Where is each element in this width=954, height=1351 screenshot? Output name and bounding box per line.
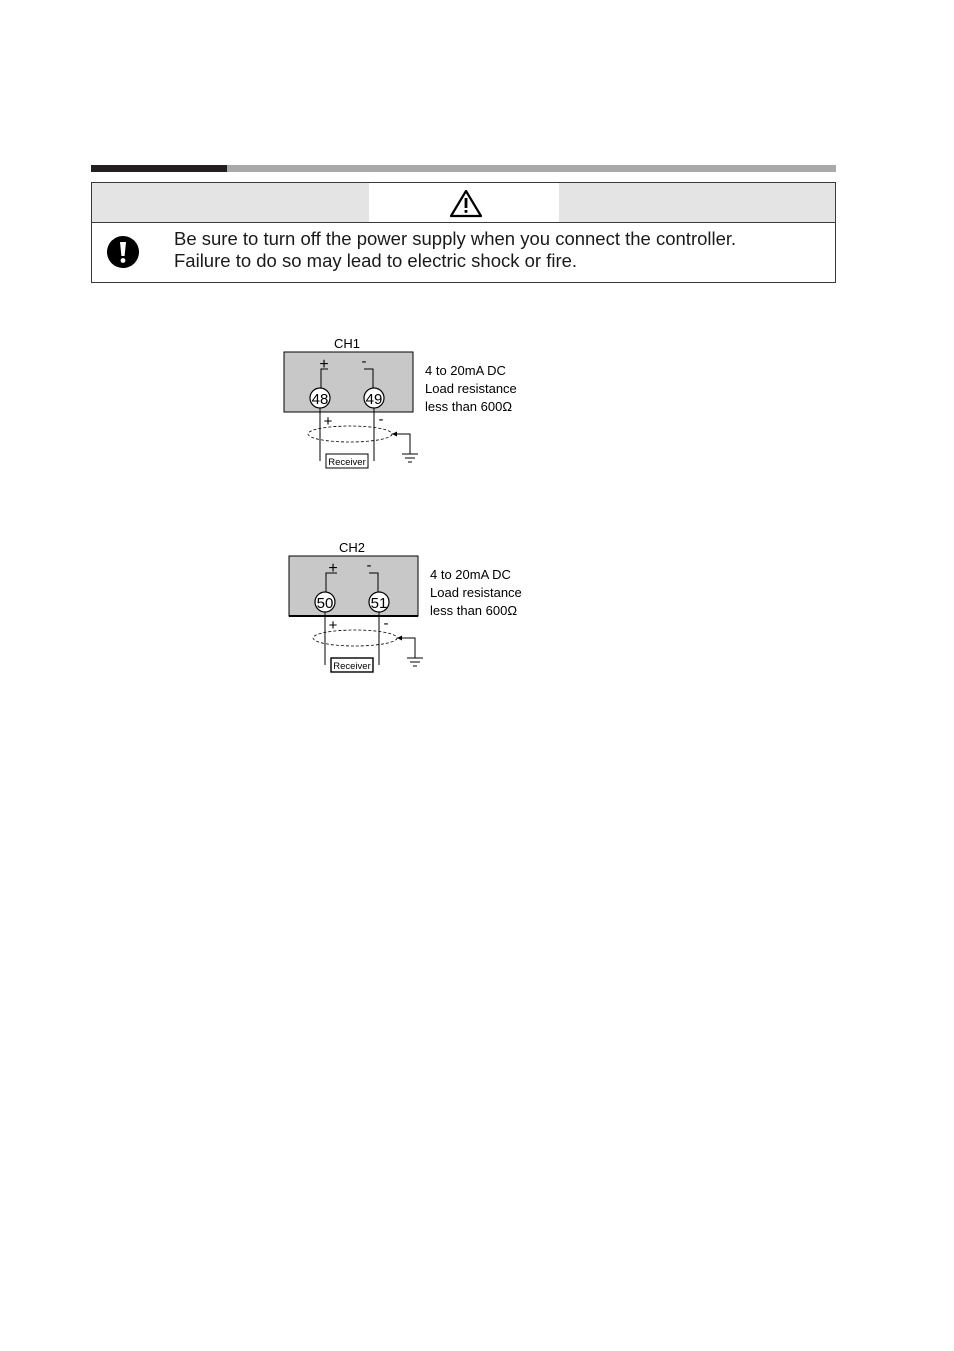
ch2-terminal-neg-label: 51 <box>370 595 388 612</box>
ch2-wiring-diagram <box>289 540 549 680</box>
ch1-spec-line-2: Load resistance <box>425 381 517 396</box>
warning-line-2: Failure to do so may lead to electric shock or fire. <box>174 250 578 271</box>
ch1-block-minus: - <box>361 353 367 370</box>
ch2-label: CH2 <box>339 540 366 555</box>
ch2-wire-minus: - <box>383 615 389 632</box>
ch2-terminal-block <box>289 556 418 616</box>
ch1-wiring-diagram <box>284 336 544 476</box>
ch2-receiver-label: Receiver <box>333 661 371 672</box>
ch1-spec <box>425 362 517 416</box>
ch2-spec <box>430 566 522 620</box>
warning-text <box>174 228 736 272</box>
ch2-spec-line-2: Load resistance <box>430 585 522 600</box>
ch2-spec-line-3: less than 600Ω <box>430 603 518 618</box>
warning-header-center <box>369 183 559 222</box>
ch2-shield-ground-wire <box>397 638 415 658</box>
ch1-label: CH1 <box>334 336 361 351</box>
ch1-terminal-neg-label: 49 <box>365 391 383 408</box>
ch1-shield-arrow <box>392 432 397 437</box>
ch2-block-plus: + <box>328 560 338 577</box>
ch2-terminal-pos-label: 50 <box>316 595 334 612</box>
ch2-shield-arrow <box>397 636 402 641</box>
ch1-receiver-label: Receiver <box>328 457 366 468</box>
ch1-wire-plus: + <box>323 413 333 430</box>
ch1-shield-ground-wire <box>392 434 410 454</box>
ch1-spec-line-1: 4 to 20mA DC <box>425 363 506 378</box>
section-rule-accent <box>91 165 227 172</box>
warning-header <box>92 183 835 223</box>
ch2-shield <box>313 630 397 646</box>
ch1-terminal-block <box>284 352 413 412</box>
warning-line-1: Be sure to turn off the power supply when you connect the controller. <box>174 228 737 249</box>
section-rule <box>91 165 836 172</box>
ch2-wire-plus: + <box>328 617 338 634</box>
ch1-shield <box>308 426 392 442</box>
ch1-spec-line-3: less than 600Ω <box>425 399 513 414</box>
warning-triangle-icon <box>449 189 483 218</box>
ch1-terminal-pos-label: 48 <box>311 391 329 408</box>
warning-box <box>91 182 836 283</box>
exclamation-circle-icon <box>106 235 140 269</box>
warning-body <box>92 223 835 282</box>
ch2-spec-line-1: 4 to 20mA DC <box>430 567 511 582</box>
ch2-block-minus: - <box>366 557 372 574</box>
ch1-wire-minus: - <box>378 411 384 428</box>
ch1-block-plus: + <box>319 356 329 373</box>
